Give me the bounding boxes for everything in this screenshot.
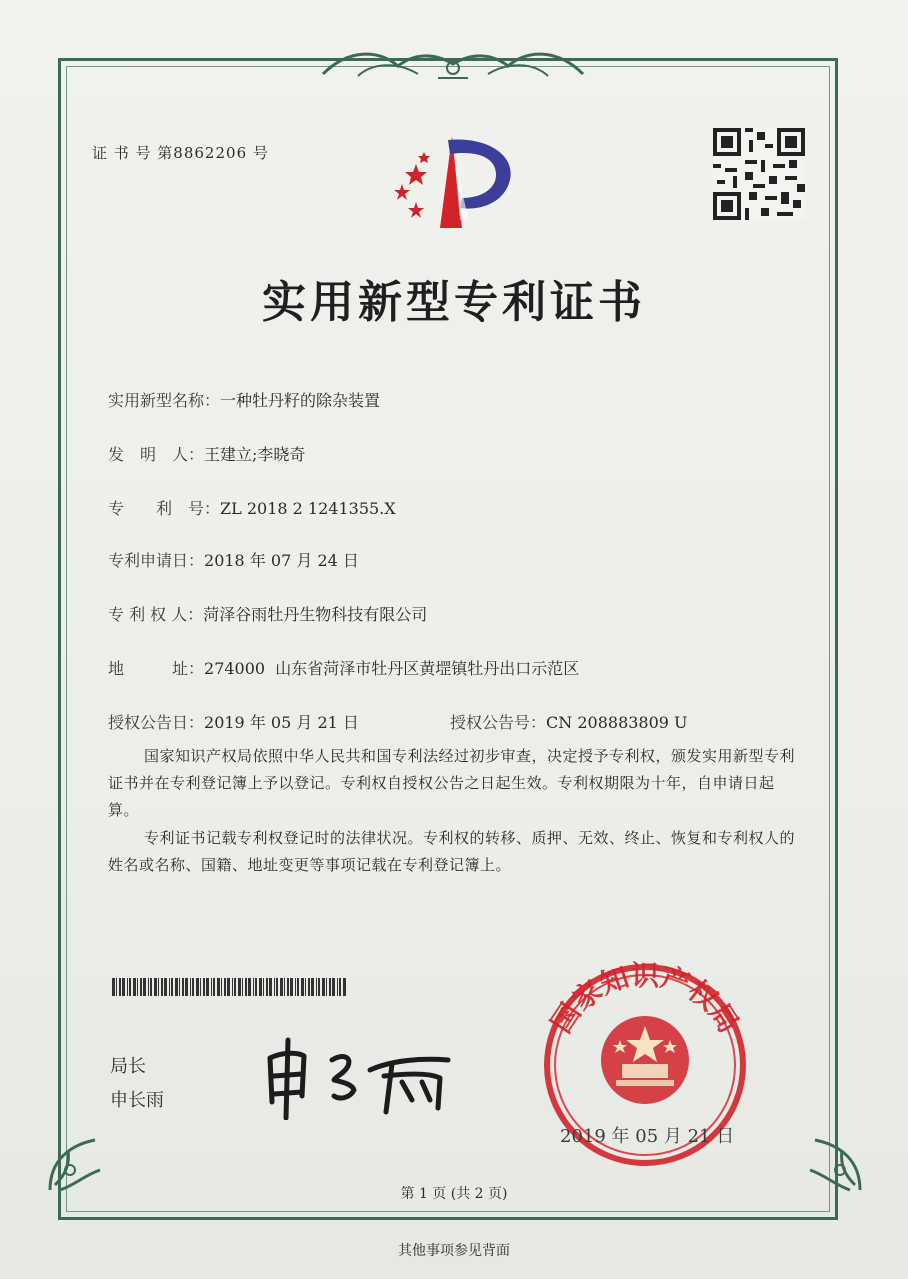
patentee-label: 专 利 权 人： <box>108 605 204 624</box>
legal-status-paragraph: 专利证书记载专利权登记时的法律状况。专利权的转移、质押、无效、终止、恢复和专利权人的姓名或名称、国籍、地址变更等事项记载在专利登记簿上。 <box>108 829 796 874</box>
qr-code-icon <box>713 128 805 220</box>
footer-note: 其他事项参见背面 <box>398 1243 510 1259</box>
signatory-block <box>110 1050 164 1118</box>
signatory-title: 局长 <box>110 1056 146 1077</box>
inventor-row <box>108 442 305 465</box>
filing-date-value: 2018 年 07 月 24 日 <box>204 551 359 570</box>
patent-number-label: 专 利 号： <box>108 499 221 518</box>
name-label: 实用新型名称： <box>108 391 221 410</box>
handwritten-signature <box>262 1030 462 1120</box>
address-label: 地 址： <box>108 659 205 678</box>
patent-number-value: ZL 2018 2 1241355.X <box>220 499 396 518</box>
grant-date-value: 2019 年 05 月 21 日 <box>204 713 359 732</box>
address-row <box>108 656 579 679</box>
filing-date-label: 专利申请日： <box>108 551 205 570</box>
patent-number-row <box>108 496 396 519</box>
seal-text: 国家知识产权局 <box>544 960 746 1039</box>
seal-date: 2019 年 05 月 21 日 <box>560 1126 735 1147</box>
grant-number-value: CN 208883809 U <box>546 713 688 732</box>
certificate-title: 实用新型专利证书 <box>262 277 646 328</box>
name-value: 一种牡丹籽的除杂装置 <box>220 391 381 410</box>
cnipa-logo-icon <box>380 128 520 236</box>
grant-date-label: 授权公告日： <box>108 713 205 732</box>
patentee-row <box>108 602 427 625</box>
filing-date-row <box>108 548 359 571</box>
barcode-icon <box>112 978 348 996</box>
grant-number-row <box>450 710 688 733</box>
grant-number-label: 授权公告号： <box>450 713 547 732</box>
inventor-value: 王建立;李晓奇 <box>204 445 306 464</box>
grant-statement-paragraph: 国家知识产权局依照中华人民共和国专利法经过初步审查，决定授予专利权，颁发实用新型专利证书并在专利登记簿上予以登记。专利权自授权公告之日起生效。专利权期限为十年，自申请日起算。 <box>108 747 796 819</box>
signatory-name: 申长雨 <box>110 1090 164 1111</box>
address-value: 274000 山东省菏泽市牡丹区黄堽镇牡丹出口示范区 <box>204 659 580 678</box>
top-ornament <box>318 44 588 84</box>
utility-model-name-row <box>108 388 380 411</box>
grant-date-row <box>108 710 359 733</box>
certificate-number: 证 书 号 第8862206 号 <box>92 144 269 162</box>
page-number: 第 1 页 (共 2 页) <box>400 1186 508 1202</box>
inventor-label: 发 明 人： <box>108 445 205 464</box>
patentee-value: 菏泽谷雨牡丹生物科技有限公司 <box>203 605 428 624</box>
